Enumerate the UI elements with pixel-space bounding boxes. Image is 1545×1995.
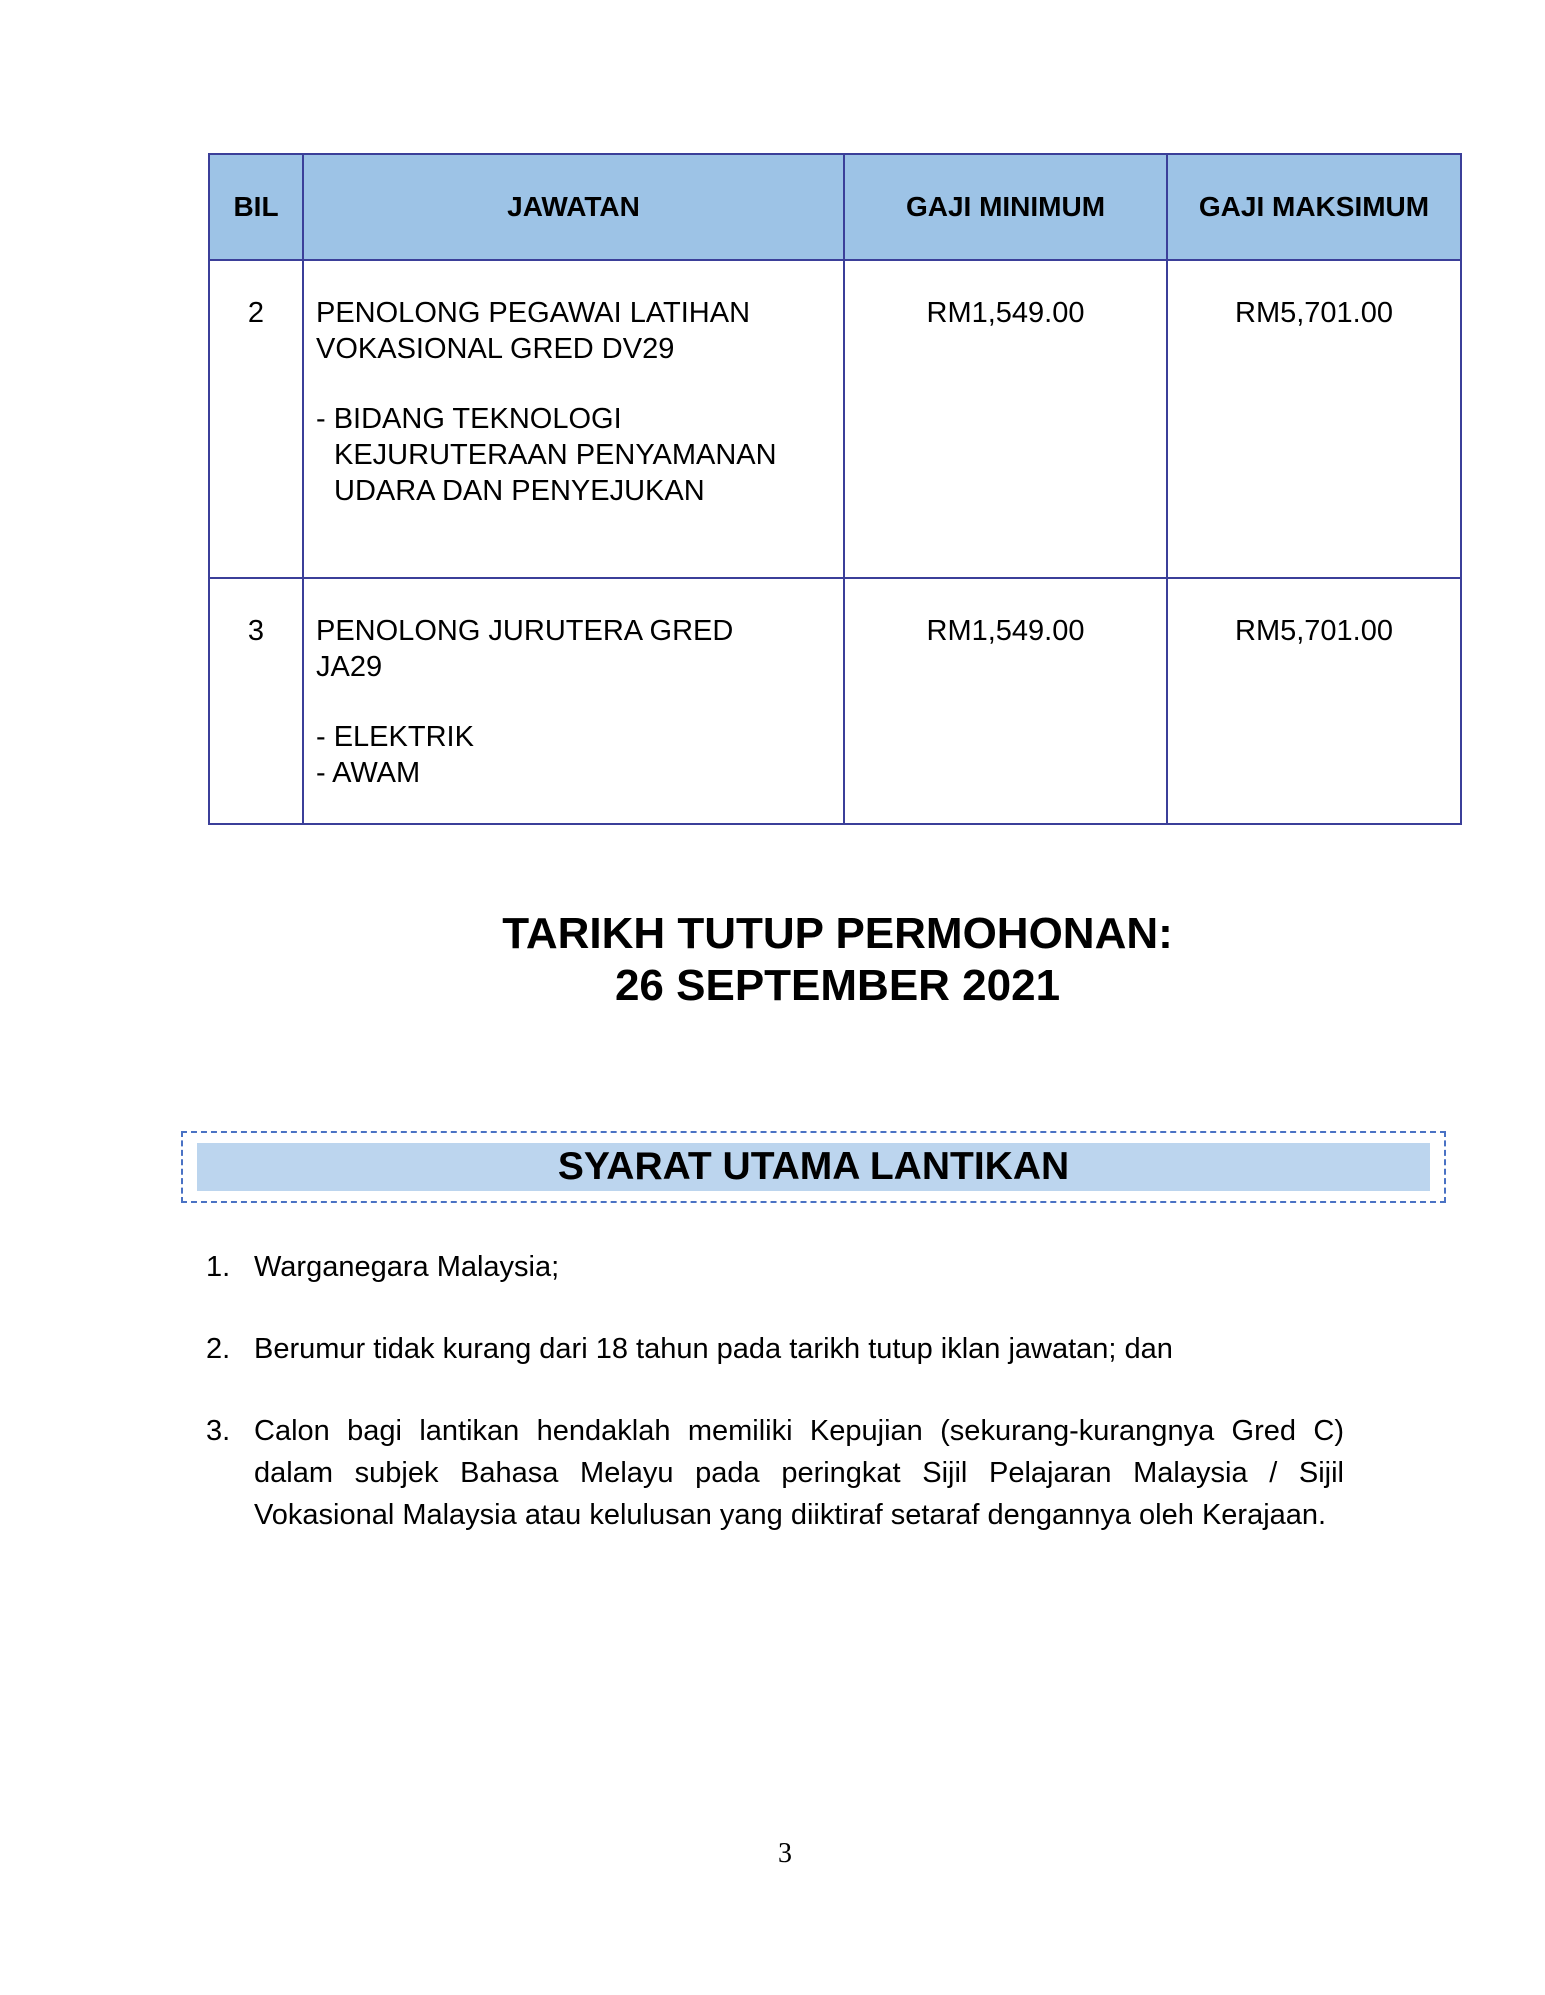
bil-cell: 2 <box>209 260 303 578</box>
jawatan-cell <box>303 578 844 824</box>
list-item <box>206 1328 1344 1370</box>
jawatan-title-line: VOKASIONAL GRED DV29 <box>316 333 675 365</box>
list-item <box>206 1410 1344 1536</box>
list-number: 3. <box>206 1415 231 1447</box>
jawatan-title-line: JA29 <box>316 651 383 683</box>
header-gaji-maksimum: GAJI MAKSIMUM <box>1167 154 1461 260</box>
section-title: SYARAT UTAMA LANTIKAN <box>197 1143 1430 1191</box>
bil-cell: 3 <box>209 578 303 824</box>
list-number: 2. <box>206 1333 231 1365</box>
jawatan-table <box>208 153 1462 825</box>
jawatan-title-line: PENOLONG JURUTERA GRED <box>316 615 734 647</box>
table-header-row <box>209 154 1461 260</box>
list-text: Calon bagi lantikan hendaklah memiliki Kepujian (sekurang-kurangnya Gred C) dalam subjek Bahasa Melayu pada peringkat Sijil Pelajaran Malaysia / Sijil Vokasional Malaysia atau kelulusan yang diiktiraf setaraf dengannya oleh Kerajaan. <box>254 1415 1344 1531</box>
closing-date-heading <box>0 908 1545 1012</box>
gaji-minimum-cell: RM1,549.00 <box>844 260 1167 578</box>
section-header-box <box>181 1131 1446 1203</box>
list-text: Warganegara Malaysia; <box>254 1251 560 1283</box>
requirements-list <box>206 1246 1344 1576</box>
header-gaji-minimum: GAJI MINIMUM <box>844 154 1167 260</box>
table-row <box>209 260 1461 578</box>
jawatan-field-line: - ELEKTRIK <box>316 721 474 753</box>
closing-date: 26 SEPTEMBER 2021 <box>614 961 1061 1010</box>
gaji-maksimum-cell: RM5,701.00 <box>1167 578 1461 824</box>
table-row <box>209 578 1461 824</box>
jawatan-field-line: - BIDANG TEKNOLOGI <box>316 403 622 435</box>
header-jawatan: JAWATAN <box>303 154 844 260</box>
page-number: 3 <box>778 1838 792 1869</box>
header-bil: BIL <box>209 154 303 260</box>
list-text: Berumur tidak kurang dari 18 tahun pada tarikh tutup iklan jawatan; dan <box>254 1333 1173 1365</box>
jawatan-field-line: KEJURUTERAAN PENYAMANAN <box>334 439 777 471</box>
jawatan-cell <box>303 260 844 578</box>
list-item <box>206 1246 1344 1288</box>
gaji-minimum-cell: RM1,549.00 <box>844 578 1167 824</box>
list-number: 1. <box>206 1251 231 1283</box>
jawatan-field-line: - AWAM <box>316 757 421 789</box>
closing-label: TARIKH TUTUP PERMOHONAN: <box>502 909 1173 958</box>
jawatan-title-line: PENOLONG PEGAWAI LATIHAN <box>316 297 751 329</box>
gaji-maksimum-cell: RM5,701.00 <box>1167 260 1461 578</box>
jawatan-field-line: UDARA DAN PENYEJUKAN <box>334 475 705 507</box>
